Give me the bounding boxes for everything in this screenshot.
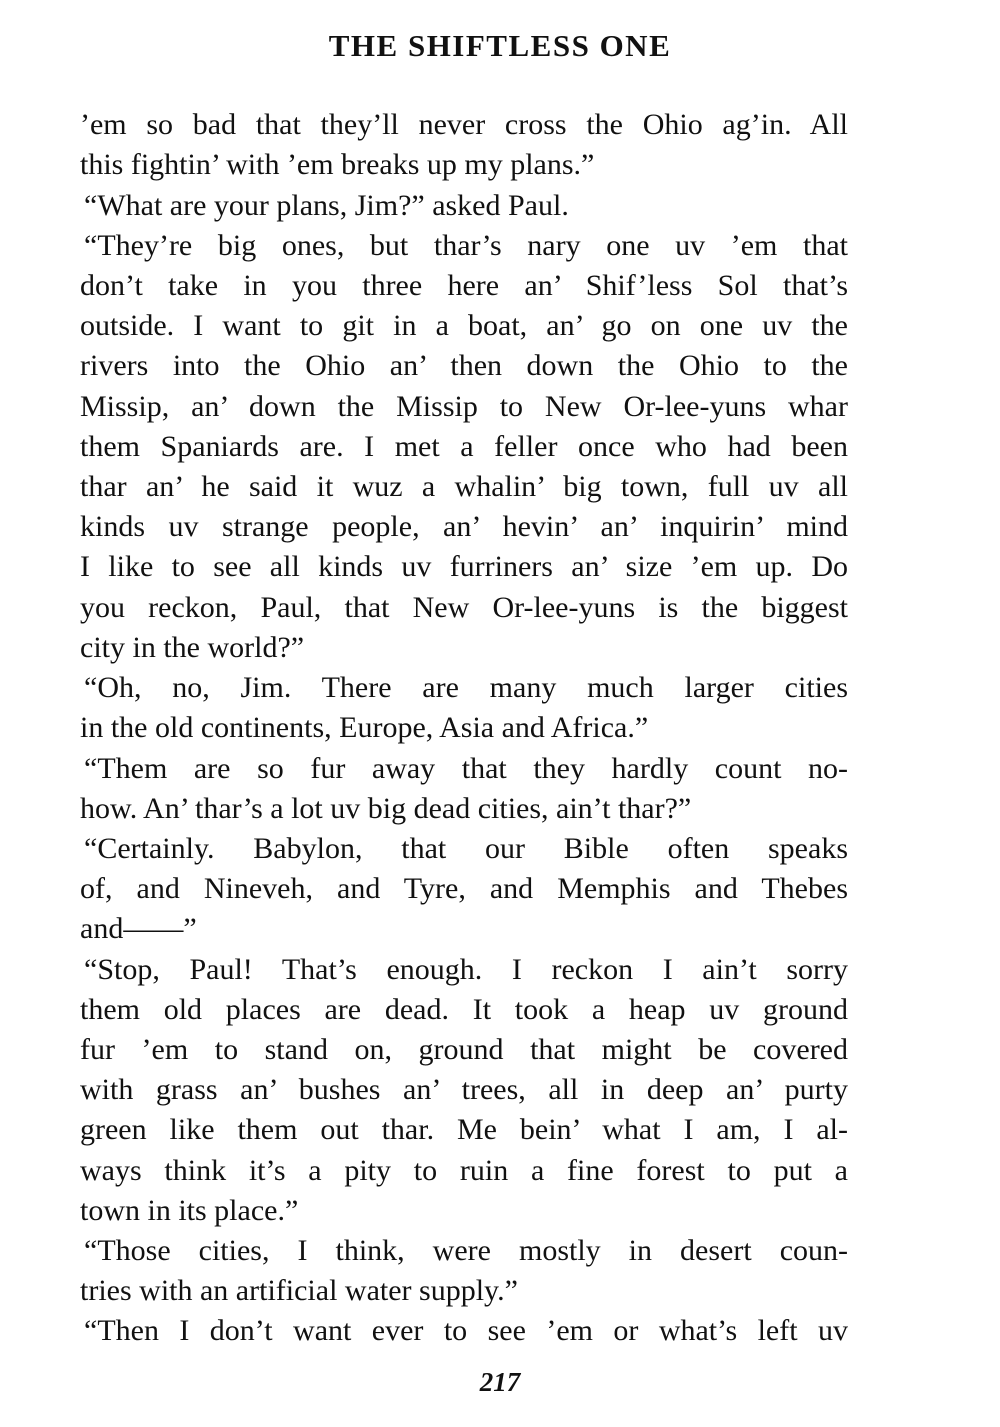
text-line: green like them out thar. Me bein’ what I am, I al-: [80, 1113, 848, 1146]
text-line: “Those cities, I think, were mostly in desert coun-: [84, 1234, 848, 1267]
text-line: you reckon, Paul, that New Or-lee-yuns is the biggest: [80, 591, 848, 624]
text-line: fur ’em to stand on, ground that might be covered: [80, 1033, 848, 1066]
text-line: how. An’ thar’s a lot uv big dead cities, ain’t thar?”: [80, 792, 692, 825]
text-line: “What are your plans, Jim?” asked Paul.: [84, 189, 569, 222]
text-line: tries with an artificial water supply.”: [80, 1274, 518, 1307]
text-line: I like to see all kinds uv furriners an’ size ’em up. Do: [80, 550, 848, 583]
text-line: “They’re big ones, but thar’s nary one uv ’em that: [84, 229, 848, 262]
page-number: 217: [479, 1367, 521, 1397]
text-line: this fightin’ with ’em breaks up my plans.”: [80, 148, 595, 181]
text-line: thar an’ he said it wuz a whalin’ big town, full uv all: [80, 470, 848, 503]
text-line: and——”: [80, 912, 197, 945]
text-line: city in the world?”: [80, 631, 305, 664]
text-line: “Then I don’t want ever to see ’em or what’s left uv: [84, 1314, 848, 1347]
text-line: Missip, an’ down the Missip to New Or-lee-yuns whar: [80, 390, 848, 423]
text-line: “Oh, no, Jim. There are many much larger cities: [84, 671, 848, 704]
text-line: with grass an’ bushes an’ trees, all in deep an’ purty: [80, 1073, 848, 1106]
text-line: “Them are so fur away that they hardly count no-: [84, 752, 848, 785]
text-line: rivers into the Ohio an’ then down the Ohio to the: [80, 349, 848, 382]
text-line: them old places are dead. It took a heap uv ground: [80, 993, 848, 1026]
text-line: of, and Nineveh, and Tyre, and Memphis and Thebes: [80, 872, 848, 905]
text-line: “Stop, Paul! That’s enough. I reckon I ain’t sorry: [84, 953, 848, 986]
text-line: kinds uv strange people, an’ hevin’ an’ inquirin’ mind: [80, 510, 848, 543]
text-line: don’t take in you three here an’ Shif’less Sol that’s: [80, 269, 848, 302]
text-line: ’em so bad that they’ll never cross the Ohio ag’in. All: [80, 108, 848, 141]
text-line: outside. I want to git in a boat, an’ go on one uv the: [80, 309, 848, 342]
text-line: in the old continents, Europe, Asia and Africa.”: [80, 711, 649, 744]
text-line: ways think it’s a pity to ruin a fine forest to put a: [80, 1154, 848, 1187]
text-line: “Certainly. Babylon, that our Bible often speaks: [84, 832, 848, 865]
text-line: town in its place.”: [80, 1194, 299, 1227]
text-line: them Spaniards are. I met a feller once who had been: [80, 430, 848, 463]
running-head-title: THE SHIFTLESS ONE: [328, 28, 672, 63]
